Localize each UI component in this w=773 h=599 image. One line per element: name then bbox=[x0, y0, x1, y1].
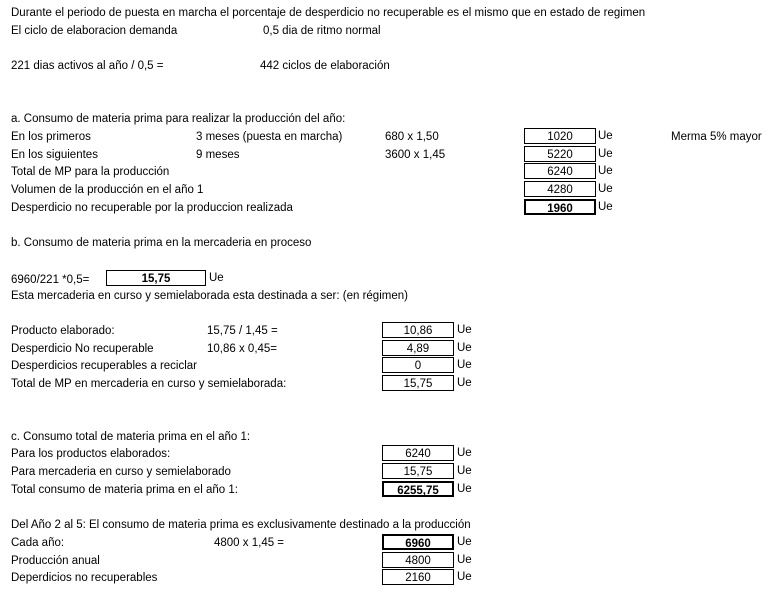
intro-line: Durante el periodo de puesta en marcha el porcentaje de desperdicio no recuperable es el mismo que en estado de regimen bbox=[11, 7, 646, 19]
row-label: Cada año: bbox=[11, 537, 65, 549]
row-calc: 4800 x 1,45 = bbox=[214, 537, 285, 549]
unit-label: Ue bbox=[457, 536, 472, 548]
row-label: Desperdicio no recuperable por la produccion realizada bbox=[11, 202, 293, 214]
value-cell: 15,75 bbox=[382, 463, 454, 479]
section-d-title: Del Año 2 al 5: El consumo de materia prima es exclusivamente destinado a la producción bbox=[11, 519, 471, 531]
unit-label: Ue bbox=[209, 272, 224, 284]
unit-label: Ue bbox=[457, 342, 472, 354]
destination-line: Esta mercaderia en curso y semielaborada esta destinada a ser: (en régimen) bbox=[11, 290, 408, 302]
row-period: 9 meses bbox=[196, 149, 240, 161]
section-c-title: c. Consumo total de materia prima en el año 1: bbox=[11, 431, 251, 443]
row-label: Para mercaderia en curso y semielaborado bbox=[11, 466, 231, 478]
unit-label: Ue bbox=[457, 483, 472, 495]
row-calc: 3600 x 1,45 bbox=[385, 149, 446, 161]
value-cell: 4,89 bbox=[382, 340, 454, 356]
row-label: Total consumo de materia prima en el año 1: bbox=[11, 484, 238, 496]
section-a-title: a. Consumo de materia prima para realizar la producción del año: bbox=[11, 113, 346, 125]
unit-label: Ue bbox=[598, 165, 613, 177]
value-cell: 1020 bbox=[524, 128, 596, 144]
note-label: Merma 5% mayor bbox=[671, 131, 762, 143]
value-cell: 6240 bbox=[382, 445, 454, 461]
unit-label: Ue bbox=[457, 359, 472, 371]
row-calc: 680 x 1,50 bbox=[385, 131, 439, 143]
row-label: Total de MP en mercaderia en curso y semielaborada: bbox=[11, 378, 287, 390]
value-cell: 5220 bbox=[524, 146, 596, 162]
value-cell: 4280 bbox=[524, 181, 596, 197]
value-cell: 2160 bbox=[382, 569, 454, 585]
formula-value-cell: 15,75 bbox=[106, 270, 206, 286]
value-cell: 6960 bbox=[382, 534, 454, 550]
row-label: Total de MP para la producción bbox=[11, 166, 170, 178]
formula-label: 6960/221 *0,5= bbox=[11, 274, 90, 286]
unit-label: Ue bbox=[457, 465, 472, 477]
value-cell: 1960 bbox=[524, 199, 596, 215]
unit-label: Ue bbox=[598, 148, 613, 160]
row-label: Producción anual bbox=[11, 555, 100, 567]
row-label: Deperdicios no recuperables bbox=[11, 572, 158, 584]
dias-value: 442 ciclos de elaboración bbox=[260, 60, 390, 72]
row-period: 3 meses (puesta en marcha) bbox=[196, 131, 343, 143]
value-cell: 10,86 bbox=[382, 322, 454, 338]
unit-label: Ue bbox=[598, 183, 613, 195]
ciclo-value: 0,5 dia de ritmo normal bbox=[263, 25, 381, 37]
value-cell: 15,75 bbox=[382, 375, 454, 391]
row-calc: 10,86 x 0,45= bbox=[207, 343, 278, 355]
unit-label: Ue bbox=[457, 571, 472, 583]
row-label: Producto elaborado: bbox=[11, 325, 115, 337]
value-cell: 6255,75 bbox=[382, 481, 454, 497]
value-cell: 0 bbox=[382, 357, 454, 373]
value-cell: 4800 bbox=[382, 552, 454, 568]
row-label: En los primeros bbox=[11, 131, 91, 143]
row-label: Desperdicios recuperables a reciclar bbox=[11, 360, 197, 372]
row-label: En los siguientes bbox=[11, 149, 98, 161]
row-calc: 15,75 / 1,45 = bbox=[207, 325, 278, 337]
unit-label: Ue bbox=[598, 130, 613, 142]
unit-label: Ue bbox=[457, 324, 472, 336]
unit-label: Ue bbox=[457, 377, 472, 389]
unit-label: Ue bbox=[598, 201, 613, 213]
row-label: Para los productos elaborados: bbox=[11, 448, 171, 460]
row-label: Desperdicio No recuperable bbox=[11, 343, 154, 355]
dias-label: 221 dias activos al año / 0,5 = bbox=[11, 60, 164, 72]
row-label: Volumen de la producción en el año 1 bbox=[11, 184, 204, 196]
unit-label: Ue bbox=[457, 554, 472, 566]
unit-label: Ue bbox=[457, 447, 472, 459]
value-cell: 6240 bbox=[524, 163, 596, 179]
section-b-title: b. Consumo de materia prima en la mercaderia en proceso bbox=[11, 237, 312, 249]
ciclo-label: El ciclo de elaboracion demanda bbox=[11, 25, 178, 37]
